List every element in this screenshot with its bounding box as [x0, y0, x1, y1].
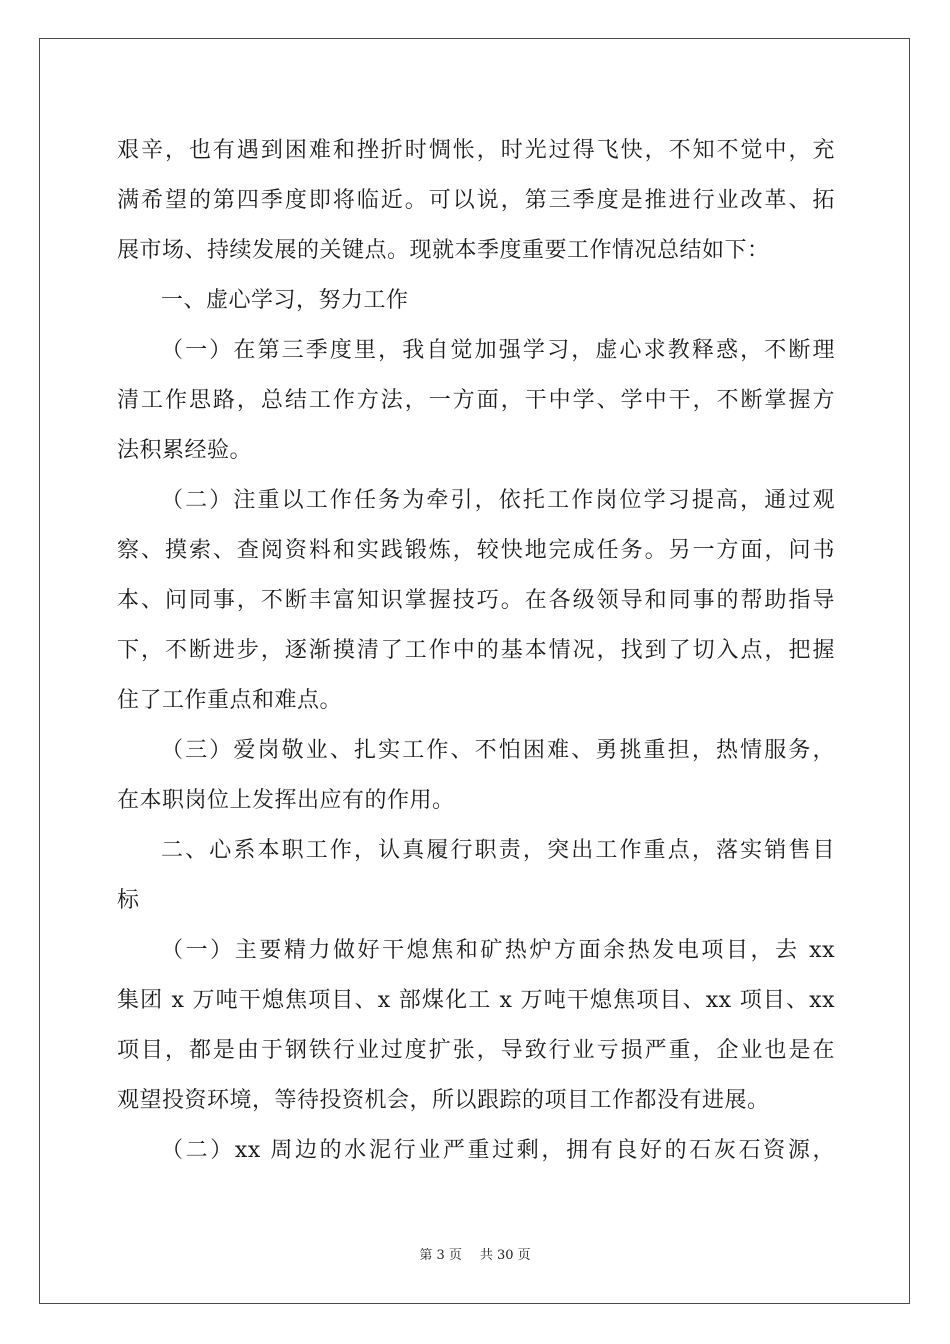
paragraph-line: 项目，都是由于钢铁行业过度扩张，导致行业亏损严重，企业也是在 — [117, 1038, 835, 1063]
page-total: 共 30 页 — [479, 1248, 531, 1263]
paragraph-line: 集团 x 万吨干熄焦项目、x 部煤化工 x 万吨干熄焦项目、xx 项目、xx — [117, 988, 835, 1013]
paragraph-line: 本、问同事，不断丰富知识掌握技巧。在各级领导和同事的帮助指导 — [117, 588, 835, 613]
paragraph-line: （二）xx 周边的水泥行业严重过剩，拥有良好的石灰石资源， — [161, 1138, 835, 1163]
page-number: 第 3 页 — [419, 1248, 462, 1263]
paragraph-line: （一）主要精力做好干熄焦和矿热炉方面余热发电项目，去 xx — [161, 938, 835, 963]
paragraph-line: 观望投资环境，等待投资机会，所以跟踪的项目工作都没有进展。 — [117, 1088, 770, 1113]
section-heading: 一、虚心学习，努力工作 — [161, 288, 409, 313]
paragraph-line: 展市场、持续发展的关键点。现就本季度重要工作情况总结如下： — [117, 238, 770, 263]
paragraph-line: 在本职岗位上发挥出应有的作用。 — [117, 788, 455, 813]
paragraph-line: 法积累经验。 — [117, 438, 253, 463]
paragraph-line: 住了工作重点和难点。 — [117, 688, 343, 713]
paragraph-line: （三）爱岗敬业、扎实工作、不怕困难、勇挑重担，热情服务， — [161, 738, 835, 763]
section-heading: 二、心系本职工作，认真履行职责，突出工作重点，落实销售目 — [161, 838, 835, 863]
paragraph-line: 清工作思路，总结工作方法，一方面，干中学、学中干，不断掌握方 — [117, 388, 835, 413]
page-footer — [0, 1244, 950, 1263]
document-body — [117, 126, 835, 1176]
section-heading-continued: 标 — [117, 888, 140, 913]
paragraph-line: 满希望的第四季度即将临近。可以说，第三季度是推进行业改革、拓 — [117, 188, 835, 213]
paragraph-line: （二）注重以工作任务为牵引，依托工作岗位学习提高，通过观 — [161, 488, 835, 513]
paragraph-line: 察、摸索、查阅资料和实践锻炼，较快地完成任务。另一方面，问书 — [117, 538, 835, 563]
paragraph-line: 艰辛，也有遇到困难和挫折时惆怅，时光过得飞快，不知不觉中，充 — [117, 138, 835, 163]
paragraph-line: （一）在第三季度里，我自觉加强学习，虚心求教释惑，不断理 — [161, 338, 835, 363]
paragraph-line: 下，不断进步，逐渐摸清了工作中的基本情况，找到了切入点，把握 — [117, 638, 835, 663]
